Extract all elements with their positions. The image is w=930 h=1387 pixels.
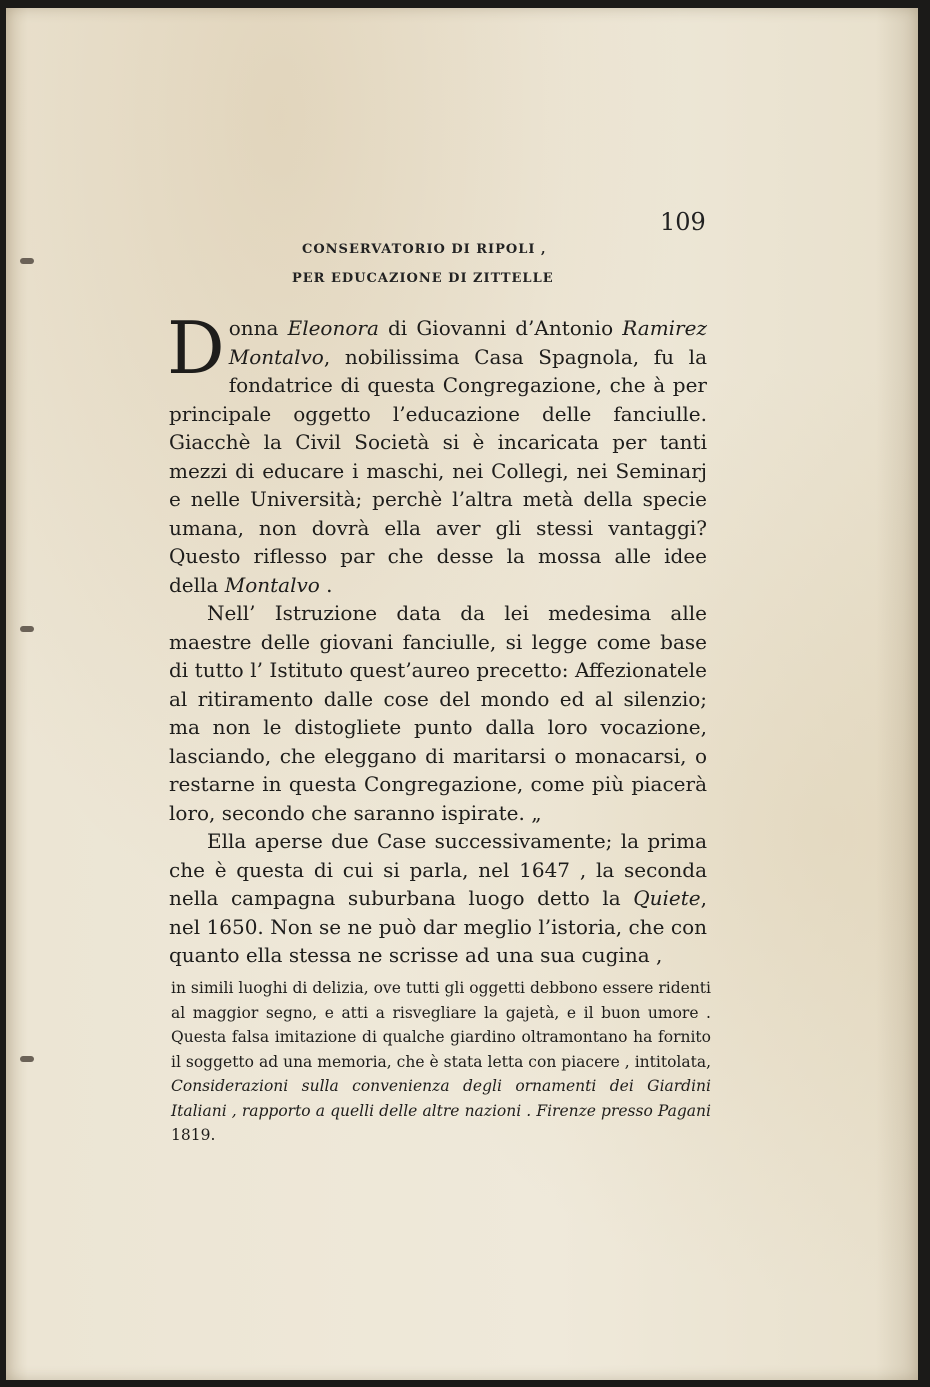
book-page	[6, 8, 918, 1380]
page-edge-shadow	[876, 8, 918, 1380]
text-run: 1819.	[171, 1126, 216, 1144]
italic-name: Montalvo	[224, 572, 320, 597]
binding-thread-mark	[20, 1056, 34, 1062]
italic-citation: Considerazioni sulla convenienza degli ornamenti dei Giardini Italiani , rapporto a quelli delle altre nazioni . Firenze presso Pagani	[171, 1077, 711, 1120]
paragraph-2: Nell’ Istruzione data da lei medesima alle maestre delle giovani fanciulle, si legge come base di tutto l’ Istituto quest’aureo precetto: Affezionatele al ritiramento dalle cose del mondo ed al silenzio; ma non le distogliete punto dalla loro vocazione, lasciando, che eleggano di maritarsi o monacarsi, o restarne in questa Congregazione, come più piacerà loro, secondo che saranno ispirate. „	[169, 601, 707, 825]
text-run: , nel 1650. Non se ne può dar meglio l’istoria, che con quanto ella stessa ne scrisse ad una sua cugina ,	[169, 886, 707, 967]
italic-name: Eleonora	[287, 316, 379, 340]
binding-thread-mark	[20, 258, 34, 264]
italic-name: Ramirez Montalvo	[228, 316, 707, 369]
binding-thread-mark	[20, 626, 34, 632]
text-run: .	[319, 572, 333, 597]
drop-cap: D	[167, 306, 225, 390]
text-run: onna	[228, 316, 288, 340]
text-run: Ella aperse due Case successivamente; la prima che è questa di cui si parla, nel 1647 , la seconda nella campagna suburbana luogo detto la	[169, 829, 707, 910]
paragraph-1	[167, 306, 707, 599]
paragraph-3	[169, 827, 707, 970]
page-number: 109	[660, 208, 706, 236]
text-run: , nobilissima Casa Spagnola, fu la fondatrice di questa Congregazione, che à per principale oggetto l’educazione delle fanciulle. Giacchè la Civil Società si è incaricata per tanti mezzi di educare i maschi, nei Collegi, nei Seminarj e nelle Università; perchè l’altra metà della specie umana, non dovrà ella aver gli stessi vantaggi? Questo riflesso par che desse la mossa alle idee della	[169, 344, 707, 597]
chapter-heading-line-2: PER EDUCAZIONE DI ZITTELLE	[292, 271, 554, 286]
text-run: di Giovanni d’Antonio	[378, 316, 623, 340]
body-text	[167, 306, 707, 970]
text-run: in simili luoghi di delizia, ove tutti gli oggetti debbono essere ridenti al maggior segno, e atti a risvegliare la gajetà, e il buon umore . Questa falsa imitazione di qualche giardino oltramontano ha fornito il soggetto ad una memoria, che è stata letta con piacere , intitolata,	[171, 979, 711, 1071]
footnote	[171, 976, 711, 1148]
chapter-heading-line-1: CONSERVATORIO DI RIPOLI ,	[302, 242, 547, 257]
italic-place-name: Quiete	[633, 886, 701, 910]
